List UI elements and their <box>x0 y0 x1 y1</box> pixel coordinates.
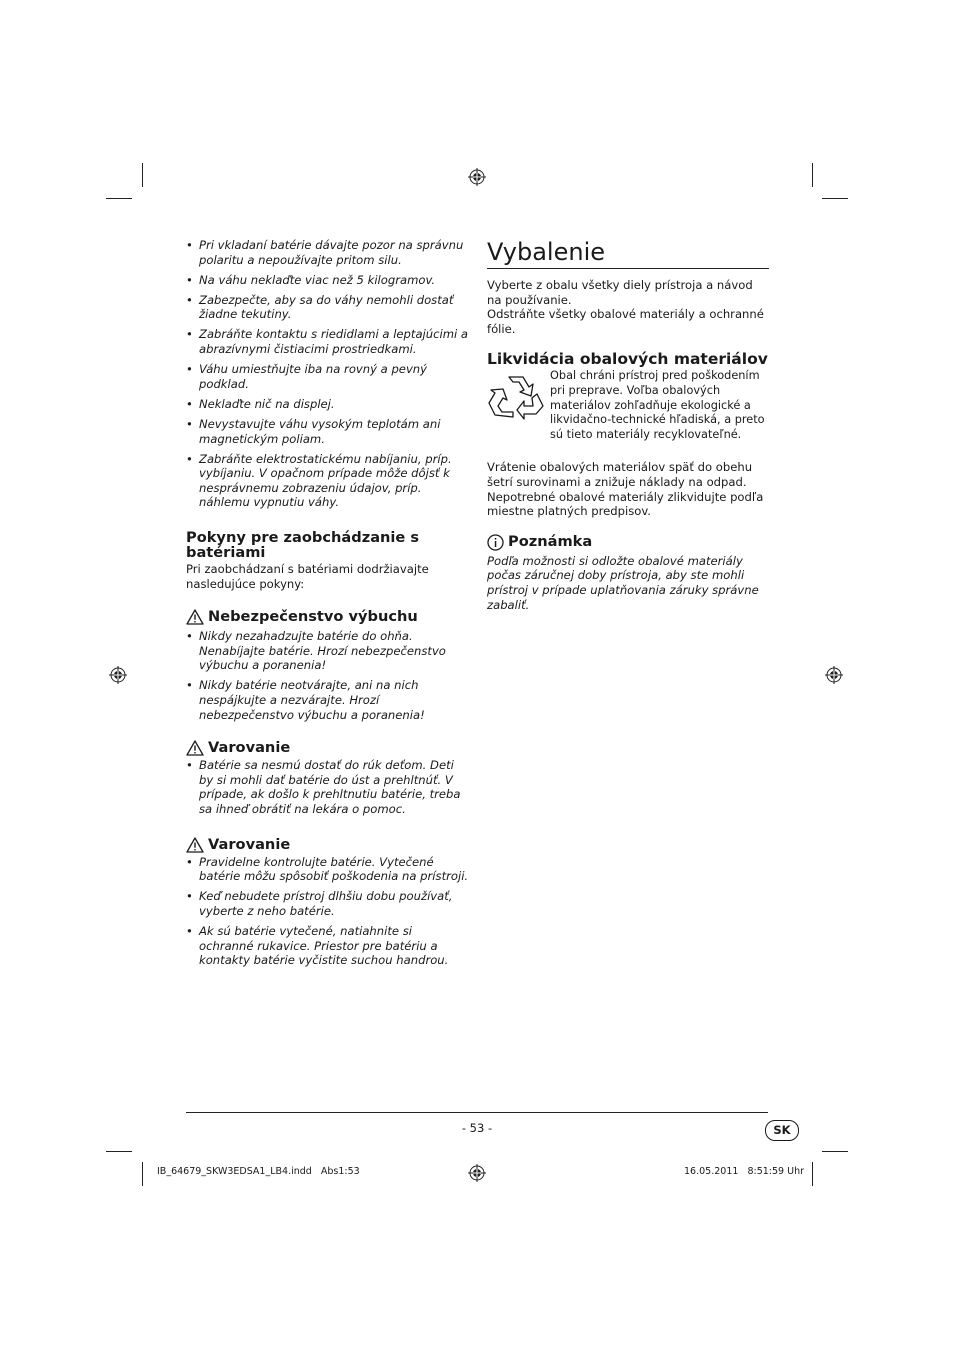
battery-intro-text: Pri zaobchádzaní s batériami dodržiavajte nasledujúce pokyny: <box>186 562 429 591</box>
timestamp: 16.05.2011 8:51:59 Uhr <box>684 1166 804 1177</box>
crop-mark <box>812 1162 813 1186</box>
list-item: • Keď nebudete prístroj dlhšiu dobu používať, vyberte z neho batérie. <box>186 889 453 918</box>
warning-heading <box>186 740 470 756</box>
recycle-icon <box>487 373 545 421</box>
disposal-heading: Likvidácia obalových materiálov <box>487 350 768 369</box>
warning-bullet-list <box>186 855 470 968</box>
registration-mark-icon <box>468 1164 486 1182</box>
list-item-text: Nikdy nezahadzujte batérie do ohňa. Nenabíjajte batérie. Hrozí nebezpečenstvo výbuchu a poranenia! <box>199 629 446 673</box>
crop-mark <box>142 1162 143 1186</box>
warning-triangle-icon <box>186 609 204 625</box>
note-heading <box>487 534 769 551</box>
info-circle-icon <box>487 534 504 551</box>
list-item-text: Pravidelne kontrolujte batérie. Vytečené batérie môžu spôsobiť poškodenia na prístroji. <box>199 854 469 884</box>
registration-mark-icon <box>468 168 486 186</box>
warning-triangle-icon <box>186 740 204 756</box>
list-item: • Batérie sa nesmú dostať do rúk deťom. Deti by si mohli dať batérie do úst a prehltnúť. V prípade, ak došlo k prehltnutiu batérie, treba sa ihneď obrátiť na lekára o pomoc. <box>186 758 461 817</box>
warning-bullet-list <box>186 758 470 816</box>
crop-mark <box>106 1151 132 1152</box>
list-item-text: Batérie sa nesmú dostať do rúk deťom. Deti by si mohli dať batérie do úst a prehltnúť. V prípade, ak došlo k prehltnutiu batérie, treba sa ihneď obrátiť na lekára o pomoc. <box>199 758 461 817</box>
list-item-text: Váhu umiestňujte iba na rovný a pevný podklad. <box>199 362 428 391</box>
list-item: • Nikdy nezahadzujte batérie do ohňa. Nenabíjajte batérie. Hrozí nebezpečenstvo výbuchu a poranenia! <box>186 629 446 673</box>
title-divider <box>487 268 769 269</box>
crop-mark <box>822 1151 848 1152</box>
warning-heading-text: Varovanie <box>208 739 291 757</box>
list-item: • Zabráňte kontaktu s riedidlami a leptajúcimi a abrazívnymi čistiacimi prostriedkami. <box>186 327 469 357</box>
warning-triangle-icon <box>186 837 204 853</box>
note-text: Podľa možnosti si odložte obalové materiály počas záručnej doby prístroja, aby ste mohli prístroj v prípade uplatňovania záruky správne zabaliť. <box>487 553 759 612</box>
list-item-text: Nikdy batérie neotvárajte, ani na nich nespájkujte a nezvárajte. Hrozí nebezpečenstvo výbuchu a poranenia! <box>199 678 425 722</box>
crop-mark <box>822 198 848 199</box>
list-item: • Neklaďte nič na displej. <box>186 396 335 411</box>
list-item: • Pravidelne kontrolujte batérie. Vytečené batérie môžu spôsobiť poškodenia na prístroji. <box>186 854 469 884</box>
registration-mark-icon <box>825 666 843 684</box>
list-item: • Nikdy batérie neotvárajte, ani na nich nespájkujte a nezvárajte. Hrozí nebezpečenstvo výbuchu a poranenia! <box>186 678 425 722</box>
page-title: Vybalenie <box>487 238 605 266</box>
list-item: • Zabráňte elektrostatickému nabíjaniu, príp. vybíjaniu. V opačnom prípade môže dôjsť k nesprávnemu zobrazeniu údajov, príp. náhlemu vypnutiu váhy. <box>186 451 452 510</box>
disposal-paragraph: Vrátenie obalových materiálov späť do obehu šetrí surovinami a znižuje náklady na odpad. Nepotrebné obalové materiály zlikvidujte podľa miestne platných predpisov. <box>487 460 764 519</box>
explosion-bullet-list <box>186 629 470 722</box>
crop-mark <box>106 198 132 199</box>
warning-heading <box>186 837 470 853</box>
list-item-text: Neklaďte nič na displej. <box>199 396 335 411</box>
warning-heading-text: Varovanie <box>208 835 291 853</box>
unpack-paragraph: Odstráňte všetky obalové materiály a ochranné fólie. <box>487 307 764 336</box>
list-item-text: Zabezpečte, aby sa do váhy nemohli dostať žiadne tekutiny. <box>199 292 454 322</box>
crop-mark <box>812 163 813 187</box>
battery-section-heading: Pokyny pre zaobchádzanie s batériami <box>186 529 420 561</box>
explosion-heading <box>186 609 470 625</box>
list-item-text: Ak sú batérie vytečené, natiahnite si ochranné rukavice. Priestor pre batériu a kontakty batérie vyčistite suchou handrou. <box>199 924 449 968</box>
list-item-text: Nevystavujte váhu vysokým teplotám ani magnetickým poliam. <box>199 416 441 446</box>
language-badge: SK <box>765 1120 799 1141</box>
explosion-heading-text: Nebezpečenstvo výbuchu <box>208 608 418 626</box>
disposal-block <box>487 369 769 442</box>
list-item: • Ak sú batérie vytečené, natiahnite si ochranné rukavice. Priestor pre batériu a kontakty batérie vyčistite suchou handrou. <box>186 924 449 968</box>
left-column <box>186 238 470 973</box>
crop-mark <box>142 163 143 187</box>
list-item: • Váhu umiestňujte iba na rovný a pevný podklad. <box>186 362 428 391</box>
disposal-paragraph: Obal chráni prístroj pred poškodením pri preprave. Voľba obalových materiálov zohľadňuje ekologické a likvidačno-technické hľadiská, a preto sú tieto materiály recyklovateľné. <box>550 369 765 441</box>
list-item: • Zabezpečte, aby sa do váhy nemohli dostať žiadne tekutiny. <box>186 292 454 322</box>
safety-bullet-list <box>186 238 470 510</box>
list-item: • Pri vkladaní batérie dávajte pozor na správnu polaritu a nepoužívajte pritom silu. <box>186 238 464 267</box>
list-item-text: Keď nebudete prístroj dlhšiu dobu používať, vyberte z neho batérie. <box>199 889 453 918</box>
registration-mark-icon <box>109 666 127 684</box>
footer-divider <box>186 1112 768 1113</box>
list-item-text: Na váhu neklaďte viac než 5 kilogramov. <box>199 272 436 287</box>
page-number: - 53 - <box>461 1121 493 1135</box>
list-item-text: Pri vkladaní batérie dávajte pozor na správnu polaritu a nepoužívajte pritom silu. <box>199 238 464 267</box>
list-item: • Na váhu neklaďte viac než 5 kilogramov. <box>186 272 436 287</box>
right-column <box>487 238 769 612</box>
unpack-paragraph: Vyberte z obalu všetky diely prístroja a návod na používanie. <box>487 278 753 307</box>
list-item-text: Zabráňte kontaktu s riedidlami a leptajúcimi a abrazívnymi čistiacimi prostriedkami. <box>199 327 469 357</box>
note-heading-text: Poznámka <box>508 533 593 551</box>
list-item: • Nevystavujte váhu vysokým teplotám ani magnetickým poliam. <box>186 416 441 446</box>
file-info: IB_64679_SKW3EDSA1_LB4.indd Abs1:53 <box>157 1166 360 1177</box>
list-item-text: Zabráňte elektrostatickému nabíjaniu, príp. vybíjaniu. V opačnom prípade môže dôjsť k nesprávnemu zobrazeniu údajov, príp. náhlemu vypnutiu váhy. <box>199 451 452 510</box>
